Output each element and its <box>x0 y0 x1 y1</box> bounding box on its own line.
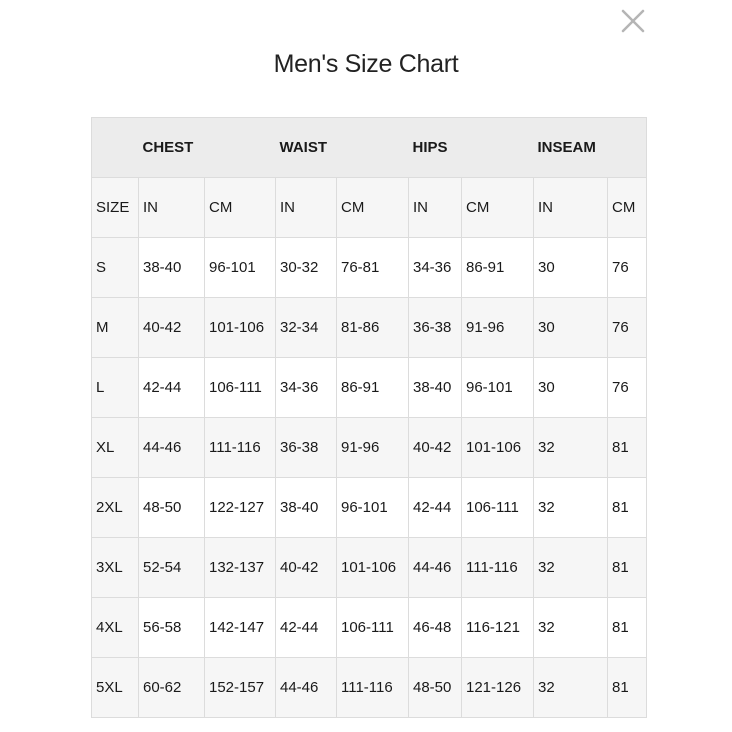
table-row <box>92 598 647 658</box>
table-row <box>92 658 647 718</box>
close-icon[interactable] <box>620 8 646 34</box>
table-row <box>92 298 647 358</box>
table-cell: 38-40 <box>276 478 337 538</box>
table-cell: 34-36 <box>276 358 337 418</box>
table-cell: 106-111 <box>205 358 276 418</box>
table-cell: 101-106 <box>205 298 276 358</box>
table-cell: 81 <box>608 478 647 538</box>
table-cell: 56-58 <box>139 598 205 658</box>
table-cell: 44-46 <box>276 658 337 718</box>
table-cell: 52-54 <box>139 538 205 598</box>
unit-header-cell: IN <box>139 178 205 238</box>
table-cell: 111-116 <box>337 658 409 718</box>
table-cell: 38-40 <box>139 238 205 298</box>
table-cell: 32 <box>534 658 608 718</box>
table-cell: 76 <box>608 238 647 298</box>
close-button[interactable] <box>620 8 646 34</box>
table-cell: 81 <box>608 598 647 658</box>
table-cell: 152-157 <box>205 658 276 718</box>
size-label-cell: 4XL <box>92 598 139 658</box>
table-cell: 42-44 <box>409 478 462 538</box>
table-cell: 76 <box>608 358 647 418</box>
size-label-cell: XL <box>92 418 139 478</box>
table-cell: 101-106 <box>462 418 534 478</box>
table-cell: 81 <box>608 538 647 598</box>
table-cell: 60-62 <box>139 658 205 718</box>
table-cell: 81 <box>608 418 647 478</box>
table-cell: 101-106 <box>337 538 409 598</box>
table-cell: 86-91 <box>337 358 409 418</box>
table-cell: 30 <box>534 358 608 418</box>
table-cell: 38-40 <box>409 358 462 418</box>
table-cell: 81-86 <box>337 298 409 358</box>
unit-header-cell: CM <box>205 178 276 238</box>
table-cell: 132-137 <box>205 538 276 598</box>
unit-header-cell: IN <box>409 178 462 238</box>
table-cell: 96-101 <box>205 238 276 298</box>
size-label-cell: S <box>92 238 139 298</box>
table-cell: 76 <box>608 298 647 358</box>
unit-header-cell: CM <box>337 178 409 238</box>
table-cell: 32 <box>534 418 608 478</box>
unit-header-cell: CM <box>608 178 647 238</box>
table-cell: 32 <box>534 598 608 658</box>
table-cell: 106-111 <box>462 478 534 538</box>
table-cell: 36-38 <box>276 418 337 478</box>
unit-header-cell: IN <box>534 178 608 238</box>
table-cell: 122-127 <box>205 478 276 538</box>
table-cell: 46-48 <box>409 598 462 658</box>
unit-header-size: SIZE <box>92 178 139 238</box>
table-cell: 42-44 <box>139 358 205 418</box>
table-cell: 36-38 <box>409 298 462 358</box>
group-header-waist: WAIST <box>276 118 409 178</box>
table-row <box>92 478 647 538</box>
page-title: Men's Size Chart <box>273 50 459 78</box>
table-cell: 34-36 <box>409 238 462 298</box>
size-label-cell: 3XL <box>92 538 139 598</box>
group-header-chest: CHEST <box>139 118 276 178</box>
table-cell: 96-101 <box>462 358 534 418</box>
group-header-hips: HIPS <box>409 118 534 178</box>
table-cell: 81 <box>608 658 647 718</box>
table-cell: 76-81 <box>337 238 409 298</box>
table-cell: 91-96 <box>337 418 409 478</box>
table-cell: 40-42 <box>276 538 337 598</box>
table-cell: 30 <box>534 238 608 298</box>
table-cell: 91-96 <box>462 298 534 358</box>
table-cell: 48-50 <box>139 478 205 538</box>
table-body <box>92 238 647 718</box>
group-header-empty <box>92 118 139 178</box>
table-cell: 40-42 <box>139 298 205 358</box>
size-label-cell: L <box>92 358 139 418</box>
table-cell: 42-44 <box>276 598 337 658</box>
group-header-inseam: INSEAM <box>534 118 647 178</box>
table-cell: 116-121 <box>462 598 534 658</box>
table-cell: 121-126 <box>462 658 534 718</box>
table-cell: 44-46 <box>409 538 462 598</box>
size-chart-table <box>91 117 647 718</box>
table-cell: 48-50 <box>409 658 462 718</box>
table-row <box>92 358 647 418</box>
table-cell: 40-42 <box>409 418 462 478</box>
table-cell: 111-116 <box>205 418 276 478</box>
unit-header-cell: IN <box>276 178 337 238</box>
table-cell: 111-116 <box>462 538 534 598</box>
table-cell: 30-32 <box>276 238 337 298</box>
size-label-cell: M <box>92 298 139 358</box>
unit-header-cell: CM <box>462 178 534 238</box>
table-cell: 86-91 <box>462 238 534 298</box>
size-label-cell: 2XL <box>92 478 139 538</box>
table-row <box>92 238 647 298</box>
table-row <box>92 538 647 598</box>
size-label-cell: 5XL <box>92 658 139 718</box>
table-cell: 96-101 <box>337 478 409 538</box>
table-cell: 32-34 <box>276 298 337 358</box>
table-cell: 32 <box>534 538 608 598</box>
group-header-row <box>92 118 647 178</box>
table-cell: 142-147 <box>205 598 276 658</box>
table-cell: 106-111 <box>337 598 409 658</box>
table-row <box>92 418 647 478</box>
unit-header-row <box>92 178 647 238</box>
table-cell: 44-46 <box>139 418 205 478</box>
table-cell: 32 <box>534 478 608 538</box>
table-cell: 30 <box>534 298 608 358</box>
